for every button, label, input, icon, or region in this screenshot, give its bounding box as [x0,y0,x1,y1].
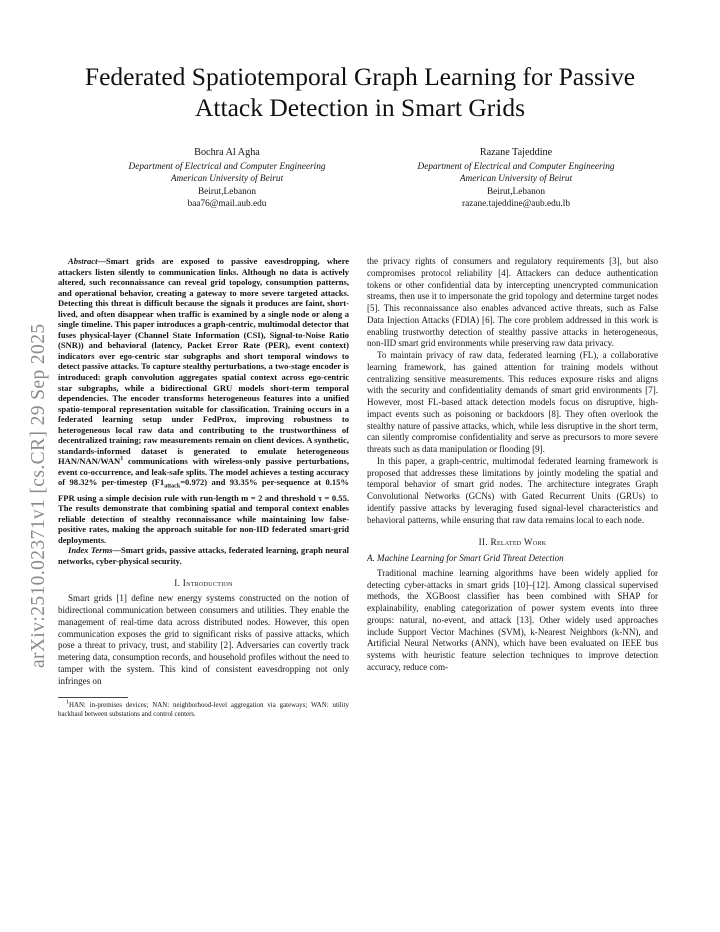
f1-subscript: attack [164,484,181,491]
body-paragraph: To maintain privacy of raw data, federated learning (FL), a collaborative learning framework, has gained attention for training models without centralizing sensitive measurements. This reduces exposure risks and aligns with the security and confidentiality demands of smart grid environments [7]. However, most FL-based attack detection models focus on disruptive, high-impact events such as poisoning or backdoors [8]. They often overlook the stealthy nature of passive attacks, which, while less disruptive in the short term, can silently compromise confidentiality and serve as precursors to more severe threats such as data manipulation or flooding [9]. [367,350,658,454]
author-university: American University of Beirut [170,174,284,185]
index-terms [58,545,349,566]
abstract-label: Abstract [68,256,98,266]
footnote-text: HAN: in-premises devices; NAN: neighborhood-level aggregation via gateways; WAN: utility backhaul between substations and control centers. [58,702,349,718]
abstract-text: —Smart grids are exposed to passive eavesdropping, where attackers listen silently to communication links. Although no data is actively altered, such reconnaissance can reveal grid topology, consumption patterns, and operational behavior, creating a gateway to more severe targeted attacks. Detecting this threat is difficult because the signals it produces are faint, short-lived, and often disappear when traffic is examined by a single node or along a single timeline. This paper introduces a graph-centric, multimodal detector that fuses physical-layer (Channel State Information (CSI), Signal-to-Noise Ratio (SNR)) and behavioral (latency, Packet Error Rate (PER), event context) indicators over ego-centric star subgraphs and short temporal windows to detect passive attacks. To capture stealthy perturbations, a two-stage encoder is introduced: graph convolution aggregates spatial context across ego-centric star subgraphs, while a bidirectional GRU models short-term temporal dependencies. The encoder transforms heterogeneous features into a unified spatio-temporal representation suitable for classification. Training occurs in a federated learning setup under FedProx, improving robustness to heterogeneous local raw data and contributing to the trustworthiness of decentralized training; raw measurements remain on client devices. A synthetic, standards-informed dataset is generated to emulate heterogeneous HAN/NAN/WAN [58,256,349,467]
intro-paragraph: Smart grids [1] define new energy systems constructed on the notion of bidirectional communication between consumers and utilities. They enable the management of real-time data across distributed nodes. However, this open communication exposes the grid to significant risks of passive attacks, which pose a threat to privacy, trust, and stability [2]. Adversaries can covertly track metering data, consumption records, and household profiles without the need to tamper with the system. This kind of consistent eavesdropping not only infringes on [58,593,349,686]
subsection-heading: A. Machine Learning for Smart Grid Threat Detection [367,553,564,563]
author-block-2 [366,146,666,211]
author-block-1 [77,146,377,211]
author-name: Razane Tajeddine [479,147,553,158]
index-terms-label: Index Terms [68,545,113,556]
footnote-divider [58,697,128,698]
left-column [58,256,349,719]
right-column [367,256,658,674]
footnote-mark: 1 [120,456,124,463]
index-terms-text: —Smart grids, passive attacks, federated learning, graph neural networks, cyber-physical security. [58,545,349,567]
paper-title: Federated Spatiotemporal Graph Learning for Passive Attack Detection in Smart Grids [84,62,636,122]
arxiv-side-stamp: arXiv:2510.02371v1 [cs.CR] 29 Sep 2025 [28,323,49,668]
body-paragraph: the privacy rights of consumers and regulatory requirements [3], but also compromises protocol reliability [4]. Attackers can deduce authentication tokens or other confidential data by intercepting unencrypted communication streams, then use it to impersonate the grid topology and determine target nodes [5]. This reconnaissance also enables advanced active threats, such as False Data Injection Attacks (FDIA) [6]. The core problem addressed in this work is enabling trustworthy detection of stealthy passive attacks in heterogeneous, non-IID smart grid environments while preserving raw data privacy. [367,256,658,349]
author-location: Beirut,Lebanon [197,186,257,197]
footnote [58,702,349,719]
author-location: Beirut,Lebanon [486,186,546,197]
body-paragraph: In this paper, a graph-centric, multimodal federated learning framework is proposed that addresses these limitations by jointly modeling the spatial and temporal behavior of smart grid nodes. The architecture integrates Graph Convolutional Networks (GCNs) with Gated Recurrent Units (GRUs) to identify passive attacks by leveraging fused signal-level characteristics and behavioral patterns, while ensuring that raw data remains local to each node. [367,455,658,525]
author-name: Bochra Al Agha [194,147,260,158]
section-heading-introduction: I. Introduction [174,577,233,588]
section-heading-related-work: II. Related Work [478,537,547,548]
body-paragraph: Traditional machine learning algorithms have been widely applied for detecting cyber-attacks in smart grids [10]–[12]. Among classical supervised methods, the XGBoost classifier has been combined with SHAP for explainability, enabling categorization of power system events into three groups: natural, no-event, and attack [13]. Other widely used approaches include Support Vector Machines (SVM), k-Nearest Neighbors (k-NN), and Artificial Neural Networks (ANN), which have been evaluated on IEEE bus systems with heuristic feature selection techniques to improve detection accuracy, reduce com- [367,567,658,672]
author-department: Department of Electrical and Computer Engineering [128,162,326,172]
author-university: American University of Beirut [459,174,573,185]
author-email[interactable]: baa76@mail.aub.edu [187,199,267,210]
abstract-text-end: =0.972) and 93.35% per-sequence at 0.15% FPR using a simple decision rule with run-length m = 2 and threshold τ = 0.55. The results demonstrate that combining spatial and temporal context enables reliable detection of stealthy reconnaissance while maintaining low false-positive rates, making the approach suitable for non-IID federated smart-grid deployments. [58,477,349,545]
footnote-number: 1 [66,700,69,707]
author-department: Department of Electrical and Computer Engineering [417,162,615,172]
abstract-text-tail: communications with wireless-only passive perturbations, event co-occurrence, and leak-safe splits. The model achieves a testing accuracy of 98.32% per-timestep (F1 [58,456,349,488]
author-email[interactable]: razane.tajeddine@aub.edu.lb [462,199,570,210]
abstract [58,256,349,545]
